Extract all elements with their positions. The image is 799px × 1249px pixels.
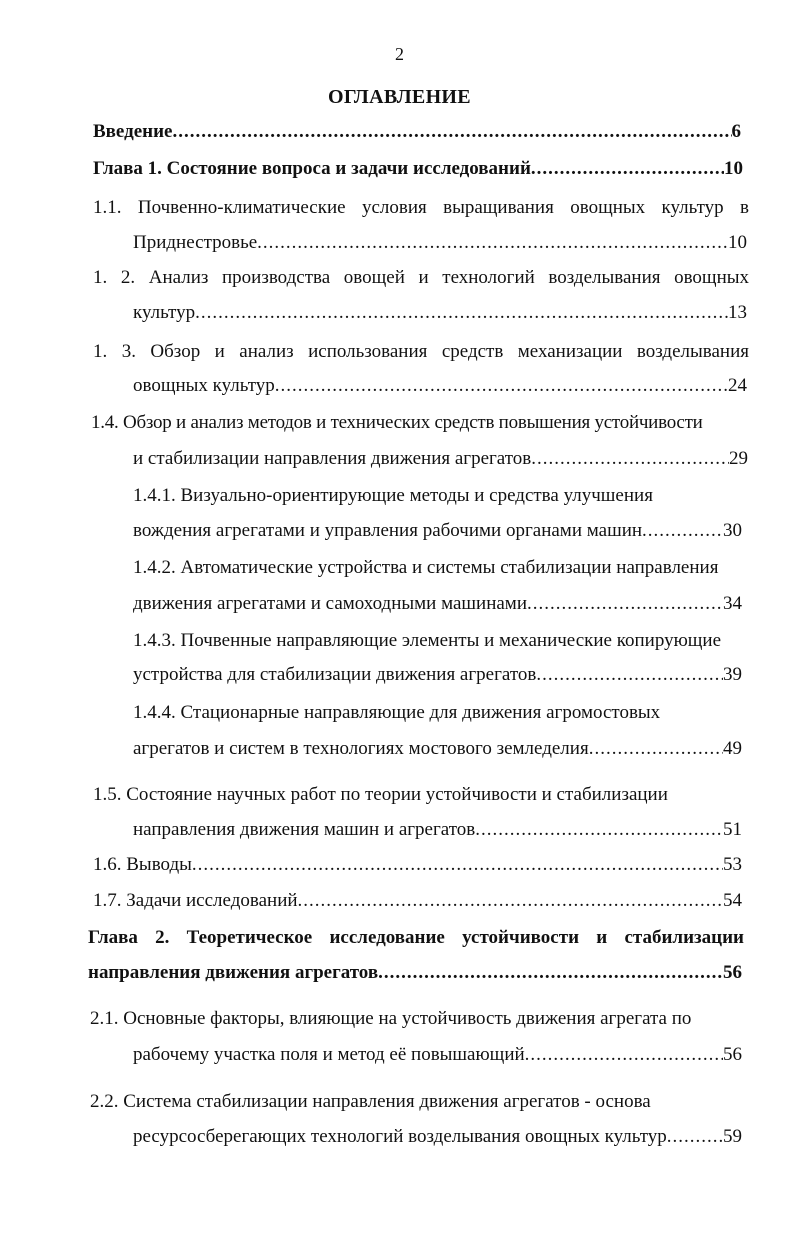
leader-dots	[475, 817, 723, 843]
toc-entry-chapter-2-line1[interactable]: Глава 2. Теоретическое исследование устойчивости и стабилизации	[88, 927, 744, 948]
toc-entry-label: ресурсосберегающих технологий возделывания овощных культур	[133, 1126, 667, 1147]
toc-entry-label: культур	[133, 302, 196, 323]
toc-entry-label: устройства для стабилизации движения агрегатов	[133, 664, 537, 685]
leader-dots	[531, 446, 729, 472]
toc-page-number: 24	[728, 375, 747, 396]
toc-entry-1-4-4-line2[interactable]	[133, 736, 742, 762]
toc-entry-1-4-line2[interactable]	[133, 446, 748, 472]
toc-entry-1-4-3-line2[interactable]	[133, 662, 742, 688]
toc-page-number: 56	[723, 1044, 742, 1065]
toc-page-number: 6	[731, 121, 741, 142]
toc-entry-label: вождения агрегатами и управления рабочими органами машин	[133, 520, 643, 541]
leader-dots	[298, 888, 723, 914]
toc-entry-1-2-line1[interactable]: 1. 2. Анализ производства овощей и технологий возделывания овощных	[93, 267, 749, 288]
toc-entry-1-5-line1[interactable]: 1.5. Состояние научных работ по теории устойчивости и стабилизации	[93, 784, 668, 805]
toc-page-number: 34	[723, 593, 742, 614]
toc-entry-1-4-4-line1[interactable]: 1.4.4. Стационарные направляющие для движения агромостовых	[133, 702, 661, 723]
leader-dots	[525, 1042, 723, 1068]
toc-entry-label: Введение	[93, 121, 173, 142]
toc-entry-2-1-line1[interactable]: 2.1. Основные факторы, влияющие на устойчивость движения агрегата по	[90, 1008, 692, 1029]
toc-entry-1-1-line1[interactable]: 1.1. Почвенно-климатические условия выращивания овощных культур в	[93, 197, 749, 218]
toc-entry-1-7[interactable]	[93, 888, 742, 914]
toc-entry-1-3-line2[interactable]	[133, 373, 747, 399]
toc-page-number: 13	[728, 302, 747, 323]
leader-dots	[378, 960, 723, 986]
toc-entry-label: Приднестровье	[133, 232, 258, 253]
leader-dots	[195, 300, 728, 326]
toc-entry-1-2-line2[interactable]	[133, 300, 747, 326]
toc-entry-1-4-3-line1[interactable]: 1.4.3. Почвенные направляющие элементы и механические копирующие	[133, 630, 721, 651]
leader-dots	[192, 852, 723, 878]
toc-entry-1-1-line2[interactable]	[133, 230, 747, 256]
toc-entry-1-4-1-line1[interactable]: 1.4.1. Визуально-ориентирующие методы и средства улучшения	[133, 485, 653, 506]
toc-page-number: 49	[723, 738, 742, 759]
leader-dots	[531, 156, 724, 182]
toc-entry-2-2-line1[interactable]: 2.2. Система стабилизации направления движения агрегатов - основа	[90, 1091, 651, 1112]
toc-page-number: 56	[723, 962, 742, 983]
toc-entry-label: направления движения агрегатов	[88, 962, 379, 983]
toc-entry-1-4-line1[interactable]: 1.4. Обзор и анализ методов и технических средств повышения устойчивости	[91, 412, 703, 433]
toc-page-number: 10	[728, 232, 747, 253]
toc-entry-1-4-1-line2[interactable]	[133, 518, 742, 544]
leader-dots	[667, 1124, 723, 1150]
toc-entry-label: движения агрегатами и самоходными машинами	[133, 593, 527, 614]
toc-entry-intro[interactable]	[93, 119, 741, 145]
leader-dots	[589, 736, 723, 762]
leader-dots	[257, 230, 728, 256]
toc-entry-1-6[interactable]	[93, 852, 742, 878]
toc-entry-chapter-2-line2[interactable]	[88, 960, 742, 986]
toc-entry-chapter-1[interactable]	[93, 156, 743, 182]
toc-page-number: 54	[723, 890, 742, 911]
toc-page-number: 10	[724, 158, 743, 179]
toc-entry-2-1-line2[interactable]	[133, 1042, 742, 1068]
toc-entry-1-5-line2[interactable]	[133, 817, 742, 843]
toc-page-number: 59	[723, 1126, 742, 1147]
toc-entry-1-3-line1[interactable]: 1. 3. Обзор и анализ использования средств механизации возделывания	[93, 341, 749, 362]
toc-entry-label: овощных культур	[133, 375, 275, 396]
toc-entry-label: Глава 1. Состояние вопроса и задачи исследований	[93, 158, 531, 179]
toc-entry-1-4-2-line2[interactable]	[133, 591, 742, 617]
toc-entry-label: рабочему участка поля и метод её повышающий	[133, 1044, 525, 1065]
leader-dots	[642, 518, 723, 544]
leader-dots	[275, 373, 728, 399]
toc-page-number: 51	[723, 819, 742, 840]
toc-page-number: 53	[723, 854, 742, 875]
leader-dots	[173, 119, 732, 145]
toc-entry-label: 1.7. Задачи исследований	[93, 890, 298, 911]
toc-entry-2-2-line2[interactable]	[133, 1124, 742, 1150]
toc-page-number: 39	[723, 664, 742, 685]
leader-dots	[527, 591, 723, 617]
toc-entry-label: направления движения машин и агрегатов	[133, 819, 476, 840]
toc-page-number: 29	[729, 448, 748, 469]
page-number: 2	[395, 44, 404, 64]
page-title: ОГЛАВЛЕНИЕ	[328, 86, 471, 108]
toc-page-number: 30	[723, 520, 742, 541]
toc-entry-1-4-2-line1[interactable]: 1.4.2. Автоматические устройства и системы стабилизации направления	[133, 557, 719, 578]
toc-entry-label: агрегатов и систем в технологиях мостового земледелия	[133, 738, 589, 759]
toc-entry-label: и стабилизации направления движения агрегатов	[133, 448, 532, 469]
leader-dots	[536, 662, 723, 688]
toc-entry-label: 1.6. Выводы	[93, 854, 192, 875]
